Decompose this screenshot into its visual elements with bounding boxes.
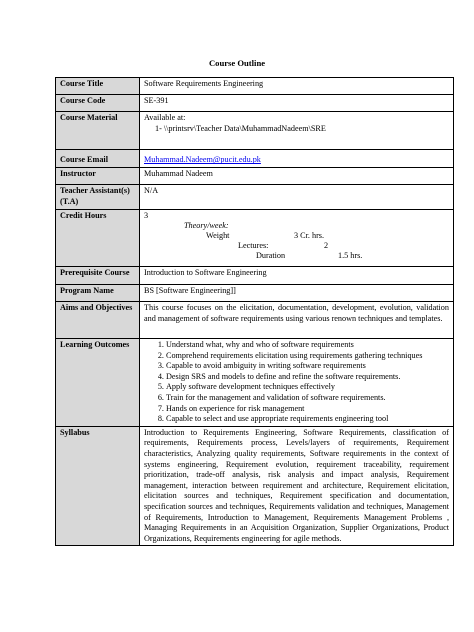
syllabus-value: Introduction to Requirements Engineering, Software Requirements, classification of requirements, Requirements process, Levels/layers of requirements, Requirement characteristics, Analyzing quality requirements, Software requirements in the context of systems engineering, Requirement evolution, requirement traceability, requirement prioritization, trade-off analysis, risk analysis and impact analysis, Requirement management, interaction between requirement and architecture, Requirement elicitation, elicitation sources and techniques, Requirement specification and documentation, specification sources and techniques, Requirements validation and techniques, Management of Requirements, Introduction to Management, Requirements Management Problems , Managing Requirements in an Acquisition Organization, Supplier Organizations, Product Organizations, Requirements engineering for agile methods. <box>140 426 454 546</box>
row-course-code <box>56 95 454 112</box>
list-item: 5. Apply software development techniques effectively <box>166 382 449 393</box>
teacher-assistant-label: Teacher Assistant(s) (T.A) <box>56 185 140 210</box>
lectures-label: Lectures: <box>238 241 269 250</box>
list-item: 1. Understand what, why and who of software requirements <box>166 340 449 351</box>
instructor-label: Instructor <box>56 168 140 185</box>
prerequisite-value: Introduction to Software Engineering <box>140 267 454 285</box>
program-label: Program Name <box>56 285 140 302</box>
weight-value: 3 Cr. hrs. <box>294 231 325 240</box>
credit-hours-number: 3 <box>144 211 149 220</box>
list-item: 2. Comprehend requirements elicitation using requirements gathering techniques <box>166 351 449 362</box>
course-material-item-number: 1- <box>155 123 162 133</box>
course-email-link[interactable]: Muhammad.Nadeem@pucit.edu.pk <box>144 155 261 165</box>
program-value: BS [Software Engineering]] <box>140 285 454 302</box>
learning-outcomes-label: Learning Outcomes <box>56 339 140 427</box>
list-item: 8. Capable to select and use appropriate requirements engineering tool <box>166 414 449 425</box>
prerequisite-label: Prerequisite Course <box>56 267 140 285</box>
row-prerequisite <box>56 267 454 285</box>
learning-outcomes-value <box>140 339 454 427</box>
course-email-cell <box>140 150 454 168</box>
list-item: 6. Train for the management and validation of software requirements. <box>166 393 449 404</box>
aims-label: Aims and Objectives <box>56 302 140 339</box>
row-learning-outcomes <box>56 339 454 427</box>
credit-hours-breakdown <box>144 211 449 261</box>
lectures-value: 2 <box>324 241 329 250</box>
course-material-value <box>140 112 454 150</box>
course-outline-table <box>55 77 454 546</box>
course-title-label: Course Title <box>56 78 140 95</box>
course-material-intro: Available at: <box>144 113 186 122</box>
learning-outcomes-list <box>144 340 449 425</box>
credit-hours-value <box>140 210 454 267</box>
row-aims <box>56 302 454 339</box>
instructor-value: Muhammad Nadeem <box>140 168 454 185</box>
row-syllabus <box>56 426 454 546</box>
aims-value: This course focuses on the elicitation, documentation, development, evolution, validation and management of software requirements using various renown techniques and templates. <box>140 302 454 339</box>
list-item: 4. Design SRS and models to define and refine the software requirements. <box>166 372 449 383</box>
row-credit-hours <box>56 210 454 267</box>
course-material-item-path: \\printsrv\Teacher Data\MuhammadNadeem\SRE <box>163 123 326 133</box>
document-title: Course Outline <box>208 58 266 68</box>
course-email-label: Course Email <box>56 150 140 168</box>
course-material-label: Course Material <box>56 112 140 150</box>
syllabus-label: Syllabus <box>56 426 140 546</box>
row-teacher-assistant <box>56 185 454 210</box>
row-instructor <box>56 168 454 185</box>
duration-value: 1.5 hrs. <box>338 251 363 260</box>
course-title-value: Software Requirements Engineering <box>140 78 454 95</box>
course-material-item <box>144 124 449 135</box>
row-program <box>56 285 454 302</box>
weight-label: Weight <box>206 231 230 240</box>
credit-hours-label: Credit Hours <box>56 210 140 267</box>
row-course-title <box>56 78 454 95</box>
theory-week-label: Theory/week: <box>184 221 229 230</box>
duration-label: Duration <box>256 251 286 260</box>
row-course-material <box>56 112 454 150</box>
teacher-assistant-value: N/A <box>140 185 454 210</box>
course-code-label: Course Code <box>56 95 140 112</box>
row-course-email <box>56 150 454 168</box>
list-item: 3. Capable to avoid ambiguity in writing software requirements <box>166 361 449 372</box>
course-code-value: SE-391 <box>140 95 454 112</box>
list-item: 7. Hands on experience for risk management <box>166 404 449 415</box>
